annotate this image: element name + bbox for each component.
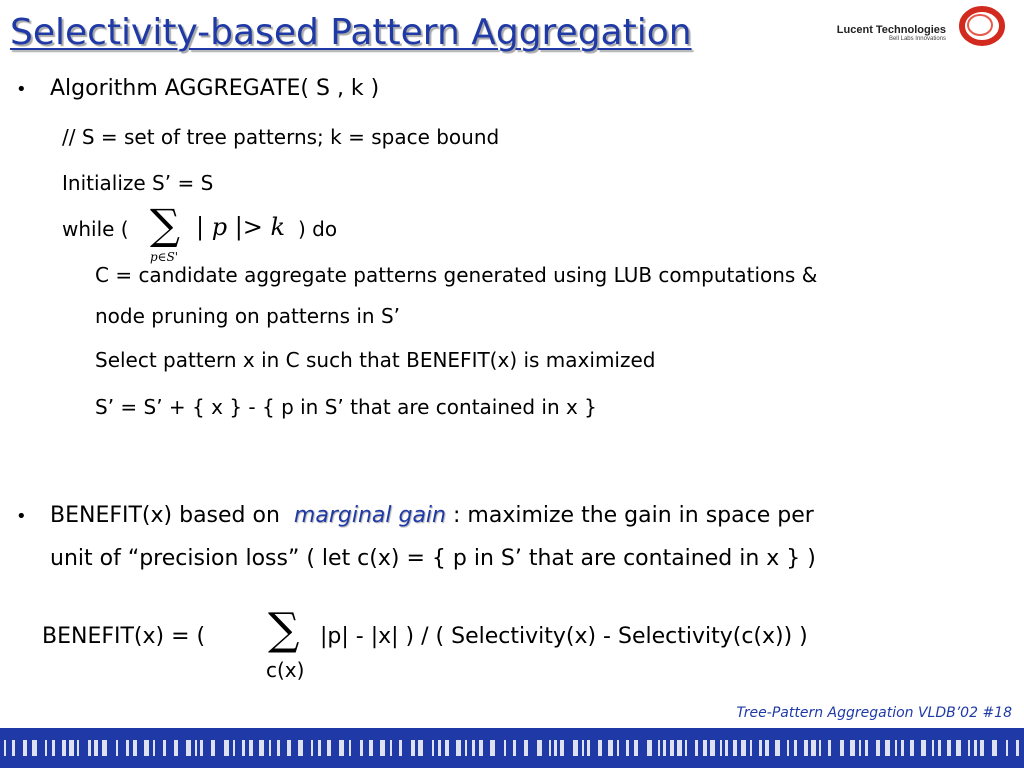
marginal-gain: marginal gain	[293, 503, 446, 528]
algorithm-header: Algorithm AGGREGATE( S , k )	[50, 76, 380, 101]
logo-subtitle: Bell Labs Innovations	[888, 36, 946, 42]
lucent-ring-icon	[956, 4, 1008, 48]
body-line-2: node pruning on patterns in S’	[95, 304, 400, 328]
formula-sum-symbol: ∑	[268, 604, 300, 655]
body-line-3: Select pattern x in C such that BENEFIT(x) is maximized	[95, 348, 656, 372]
body-line-1: C = candidate aggregate patterns generated using LUB computations &	[95, 263, 818, 287]
formula-sum-lower: c(x)	[266, 658, 305, 682]
body-line-4: S’ = S’ + { x } - { p in S’ that are contained in x }	[95, 395, 597, 419]
algorithm-init: Initialize S’ = S	[62, 171, 214, 195]
lucent-logo-text	[837, 24, 946, 42]
decorative-band	[0, 728, 1024, 768]
benefit-line-1	[50, 503, 814, 528]
footer-label: Tree-Pattern Aggregation VLDB’02 #18	[736, 705, 1012, 721]
bullet-dot: •	[16, 79, 27, 100]
benefit-suffix: : maximize the gain in space per	[453, 503, 814, 528]
benefit-line-2: unit of “precision loss” ( let c(x) = { p in S’ that are contained in x } )	[50, 546, 816, 571]
bullet-dot: •	[16, 506, 27, 527]
slide-title: Selectivity-based Pattern Aggregation	[10, 12, 692, 53]
while-prefix: while (	[62, 217, 129, 241]
formula-right: |p| - |x| ) / ( Selectivity(x) - Selectivity(c(x)) )	[320, 624, 808, 649]
sum-symbol: ∑	[150, 200, 180, 249]
algorithm-comment: // S = set of tree patterns; k = space bound	[62, 125, 500, 149]
logo-name: Lucent Technologies	[836, 24, 946, 36]
while-suffix: ) do	[298, 217, 338, 241]
while-sum-lower: p∈S'	[150, 250, 179, 264]
while-condition: | p |> k	[196, 213, 286, 241]
benefit-prefix: BENEFIT(x) based on	[50, 503, 280, 528]
formula-left: BENEFIT(x) = (	[42, 624, 206, 649]
